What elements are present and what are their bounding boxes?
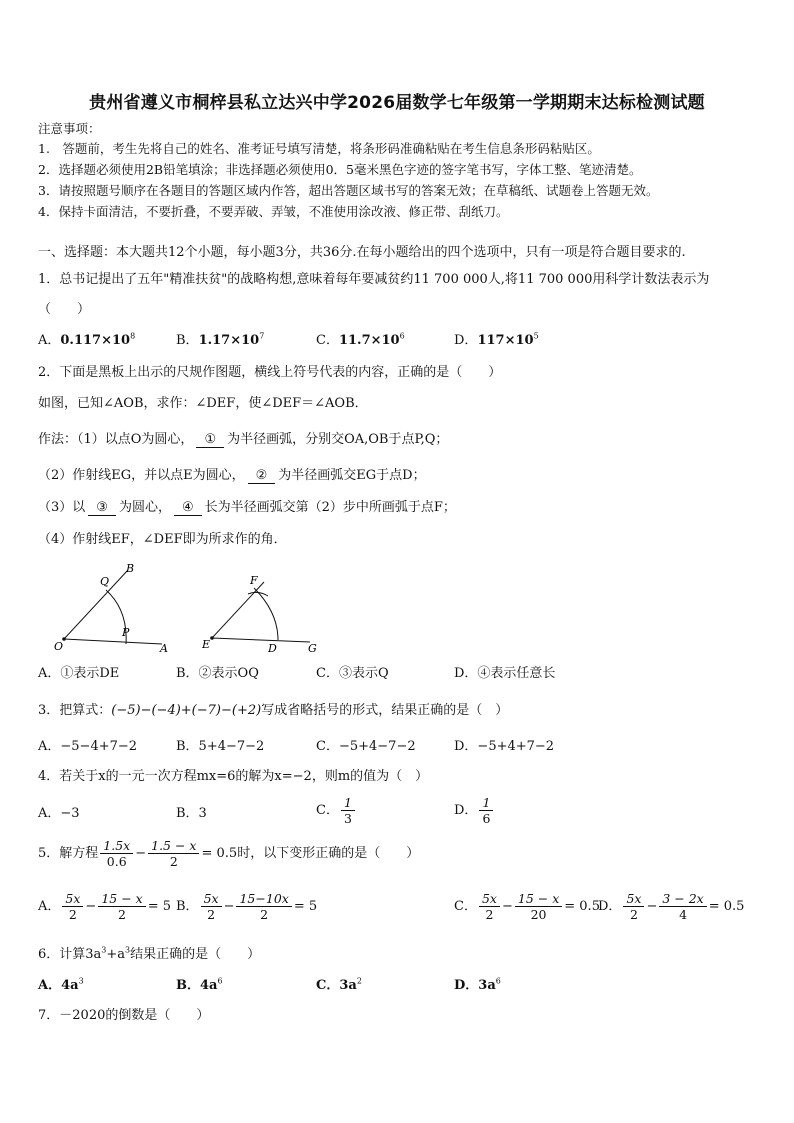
q3-stem: 3．把算式：(−5)−(−4)+(−7)−(+2)写成省略括号的形式，结果正确的是（ ）	[38, 703, 509, 718]
q2-given: 如图，已知∠AOB，求作：∠DEF，使∠DEF＝∠AOB．	[38, 396, 368, 411]
note-item-2: 2．选择题必须使用2B铅笔填涂；非选择题必须使用0．5毫米黑色字迹的签字笔书写，字体工整、笔迹清楚。	[38, 162, 642, 177]
q6-option-d: D．$3a^6$	[454, 976, 501, 993]
q2-option-b: B．②表示OQ	[176, 666, 259, 681]
q7-stem: 7．－2020的倒数是（ ）	[38, 1008, 210, 1023]
q4-option-d: D． $\frac{1}{6}$	[454, 795, 495, 826]
q4-c-fraction: $\frac{1}{3}$	[341, 795, 355, 826]
q1-stem: 1．总书记提出了五年"精准扶贫"的战略构想,意味着每年要减贫约11 700 000人,将11 700 000用科学计数法表示为	[38, 272, 710, 287]
fig2-label-g: G	[308, 642, 317, 655]
q4-option-b: B．3	[176, 806, 207, 821]
fig1-label-o: O	[54, 640, 64, 653]
q6-stem: 6．计算$3a^3+a^3$结果正确的是（ ）	[38, 945, 261, 962]
blank-1: ①	[196, 433, 224, 448]
fig1-label-p: P	[122, 626, 130, 639]
q3-option-b: B．5+4−7−2	[176, 739, 265, 754]
q6-option-a: A．$4a^3$	[38, 976, 84, 993]
q1-option-c: C．$11.7\times 10^6$	[316, 331, 405, 348]
blank-4: ④	[174, 501, 202, 516]
notes-heading: 注意事项：	[38, 121, 101, 136]
fig1-label-q: Q	[100, 575, 110, 588]
q5-option-c: C． $\frac{5x}{2}$ − $\frac{15 - x}{20}$ = 0.5	[454, 891, 600, 922]
q5-option-b: B． $\frac{5x}{2}$ − $\frac{15-10x}{2}$ = 5	[176, 891, 318, 922]
q4-stem: 4．若关于x的一元一次方程mx=6的解为x=−2，则m的值为（ ）	[38, 769, 429, 784]
q2-step-1: 作法：（1）以点O为圆心， ① 为半径画弧，分别交OA,OB于点P,Q；	[38, 432, 449, 447]
note-item-1: 1. 答题前，考生先将自己的姓名、准考证号填写清楚，将条形码准确粘贴在考生信息条形码粘贴区。	[38, 141, 600, 156]
q4-option-a: A．−3	[38, 806, 80, 821]
q4-d-fraction: $\frac{1}{6}$	[479, 795, 493, 826]
note-item-4: 4．保持卡面清洁，不要折叠，不要弄破、弄皱，不准使用涂改液、修正带、刮纸刀。	[38, 204, 509, 219]
q1-option-d: D．$117\times 10^5$	[454, 331, 539, 348]
q2-option-d: D．④表示任意长	[454, 666, 556, 681]
fig1-label-a: A	[160, 642, 168, 655]
blank-3: ③	[88, 501, 116, 516]
exam-title: 贵州省遵义市桐梓县私立达兴中学2026届数学七年级第一学期期末达标检测试题	[89, 93, 705, 113]
q2-figure-angle-aob	[44, 560, 194, 656]
q6-option-b: B．$4a^6$	[176, 976, 223, 993]
q6-option-c: C．$3a^2$	[316, 976, 362, 993]
q2-step-3: （3）以 ③ 为圆心， ④ 长为半径画弧交第（2）步中所画弧于点F；	[38, 500, 456, 515]
q2-option-a: A．①表示DE	[38, 666, 120, 681]
q3-option-c: C．−5+4−7−2	[316, 739, 416, 754]
q1-paren: （ ）	[38, 302, 91, 317]
q1-option-a: A．$0.117\times 10^8$	[38, 331, 136, 348]
q1-option-b: B．$1.17\times 10^7$	[176, 331, 265, 348]
q2-option-c: C．③表示Q	[316, 666, 389, 681]
fig2-label-f: F	[250, 574, 258, 587]
q5-option-d: D． $\frac{5x}{2}$ − $\frac{3 - 2x}{4}$ = 0.5	[598, 891, 745, 922]
q2-figure-angle-def	[196, 566, 326, 656]
q3-option-a: A．−5−4+7−2	[38, 739, 138, 754]
fig2-label-e: E	[202, 638, 211, 651]
q5-stem: 5．解方程 $\frac{1.5x}{0.6}$ − $\frac{1.5 - x}{2}$ = 0.5时，以下变形正确的是（ ）	[38, 838, 420, 869]
note-item-3: 3．请按照题号顺序在各题目的答题区域内作答，超出答题区域书写的答案无效；在草稿纸、试题卷上答题无效。	[38, 183, 659, 198]
q4-option-c: C． $\frac{1}{3}$	[316, 795, 357, 826]
fig2-label-d: D	[268, 642, 277, 655]
q2-step-2: （2）作射线EG，并以点E为圆心， ② 为半径画弧交EG于点D；	[38, 468, 426, 483]
blank-2: ②	[248, 469, 276, 484]
section-heading: 一、选择题：本大题共12个小题，每小题3分，共36分.在每小题给出的四个选项中，只有一项是符合题目要求的.	[38, 245, 686, 260]
q5-option-a: A． $\frac{5x}{2}$ − $\frac{15 - x}{2}$ = 5	[38, 891, 171, 922]
q2-step-4: （4）作射线EF，∠DEF即为所求作的角．	[38, 532, 287, 547]
q3-option-d: D．−5+4+7−2	[454, 739, 555, 754]
q2-stem: 2．下面是黑板上出示的尺规作图题，横线上符号代表的内容，正确的是（ ）	[38, 365, 502, 380]
fig1-label-b: B	[126, 562, 135, 575]
q3-expression: (−5)−(−4)+(−7)−(+2)	[111, 703, 262, 718]
